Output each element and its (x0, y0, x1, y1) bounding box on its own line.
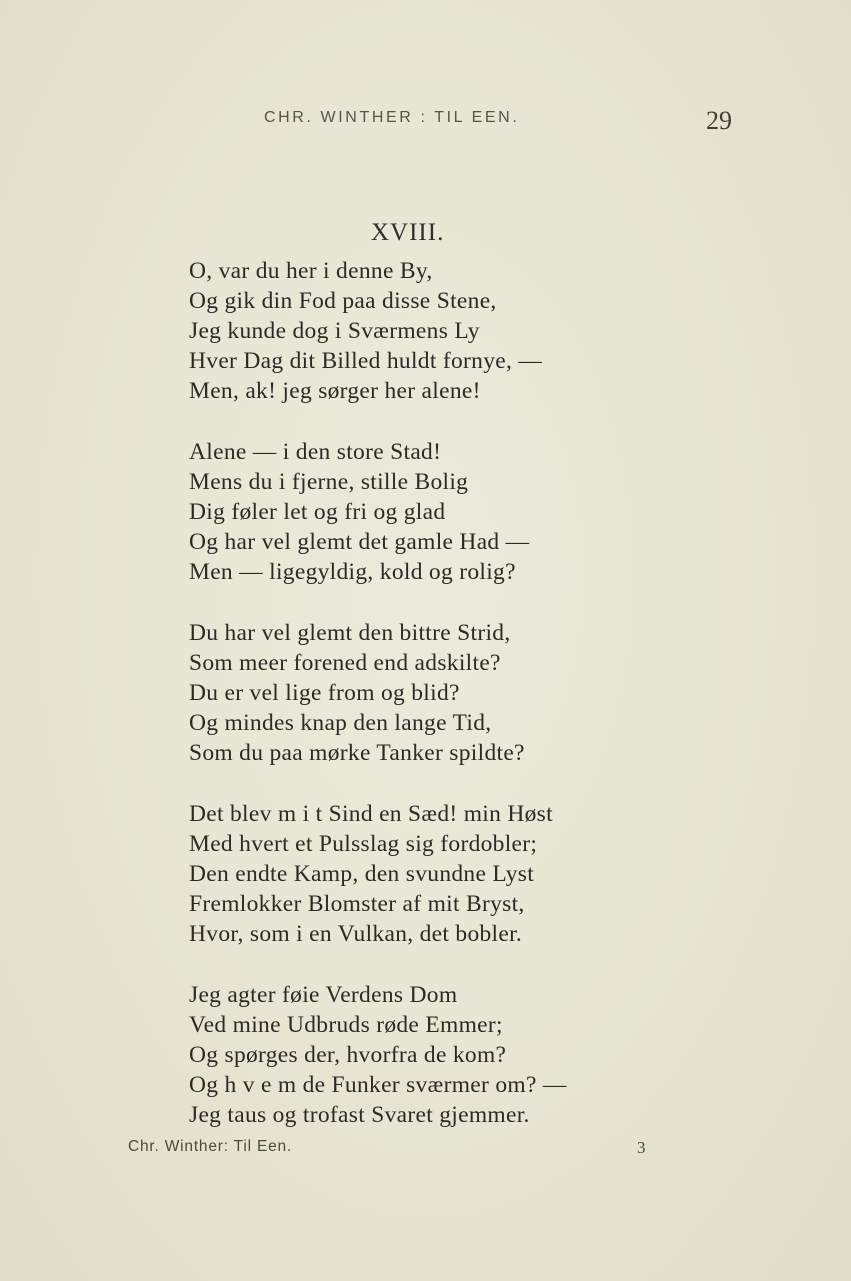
poem-line: Dig føler let og fri og glad (189, 499, 446, 526)
poem-line: Hvor, som i en Vulkan, det bobler. (189, 921, 523, 948)
poem-line: Og h v e m de Funker sværmer om? — (189, 1072, 567, 1099)
poem-line: Du er vel lige from og blid? (189, 680, 460, 707)
poem-line: Fremlokker Blomster af mit Bryst, (189, 891, 525, 918)
poem-line: Som du paa mørke Tanker spildte? (189, 740, 525, 767)
poem-line: Og har vel glemt det gamle Had — (189, 529, 530, 556)
poem-line: O, var du her i denne By, (189, 258, 433, 284)
poem-line: Det blev m i t Sind en Sæd! min Høst (189, 800, 553, 827)
poem-line: Den endte Kamp, den svundne Lyst (189, 861, 535, 888)
footer-sheet-number: 3 (637, 1138, 646, 1157)
poem-line: Og gik din Fod paa disse Stene, (189, 288, 497, 315)
page-number: 29 (706, 106, 732, 135)
poem-line: Jeg kunde dog i Sværmens Ly (189, 318, 480, 345)
poem-line: Jeg taus og trofast Svaret gjemmer. (189, 1102, 530, 1129)
poem-line: Du har vel glemt den bittre Strid, (189, 619, 511, 646)
footer-signature: Chr. Winther: Til Een. (128, 1138, 293, 1155)
poem-line: Men — ligegyldig, kold og rolig? (189, 559, 516, 586)
stanza-5 (189, 980, 689, 1130)
running-head: CHR. WINTHER : TIL EEN. (264, 109, 520, 126)
stanza-3 (189, 618, 689, 768)
stanza-4 (189, 799, 689, 949)
poem-line: Mens du i fjerne, stille Bolig (189, 469, 469, 496)
stanza-2 (189, 437, 689, 587)
poem-line: Jeg agter føie Verdens Dom (189, 981, 458, 1008)
poem-title: XVIII. (371, 219, 445, 246)
poem-line: Som meer forened end adskilte? (189, 650, 501, 677)
poem-line: Men, ak! jeg sørger her alene! (189, 378, 481, 405)
stanza-1 (189, 256, 689, 406)
poem-line: Ved mine Udbruds røde Emmer; (189, 1011, 503, 1038)
poem-line: Og spørges der, hvorfra de kom? (189, 1042, 507, 1069)
poem-body (189, 256, 689, 1161)
poem-line: Og mindes knap den lange Tid, (189, 710, 492, 737)
poem-line: Med hvert et Pulsslag sig fordobler; (189, 831, 538, 857)
poem-line: Alene — i den store Stad! (189, 438, 442, 465)
poem-line: Hver Dag dit Billed huldt fornye, — (189, 348, 543, 375)
